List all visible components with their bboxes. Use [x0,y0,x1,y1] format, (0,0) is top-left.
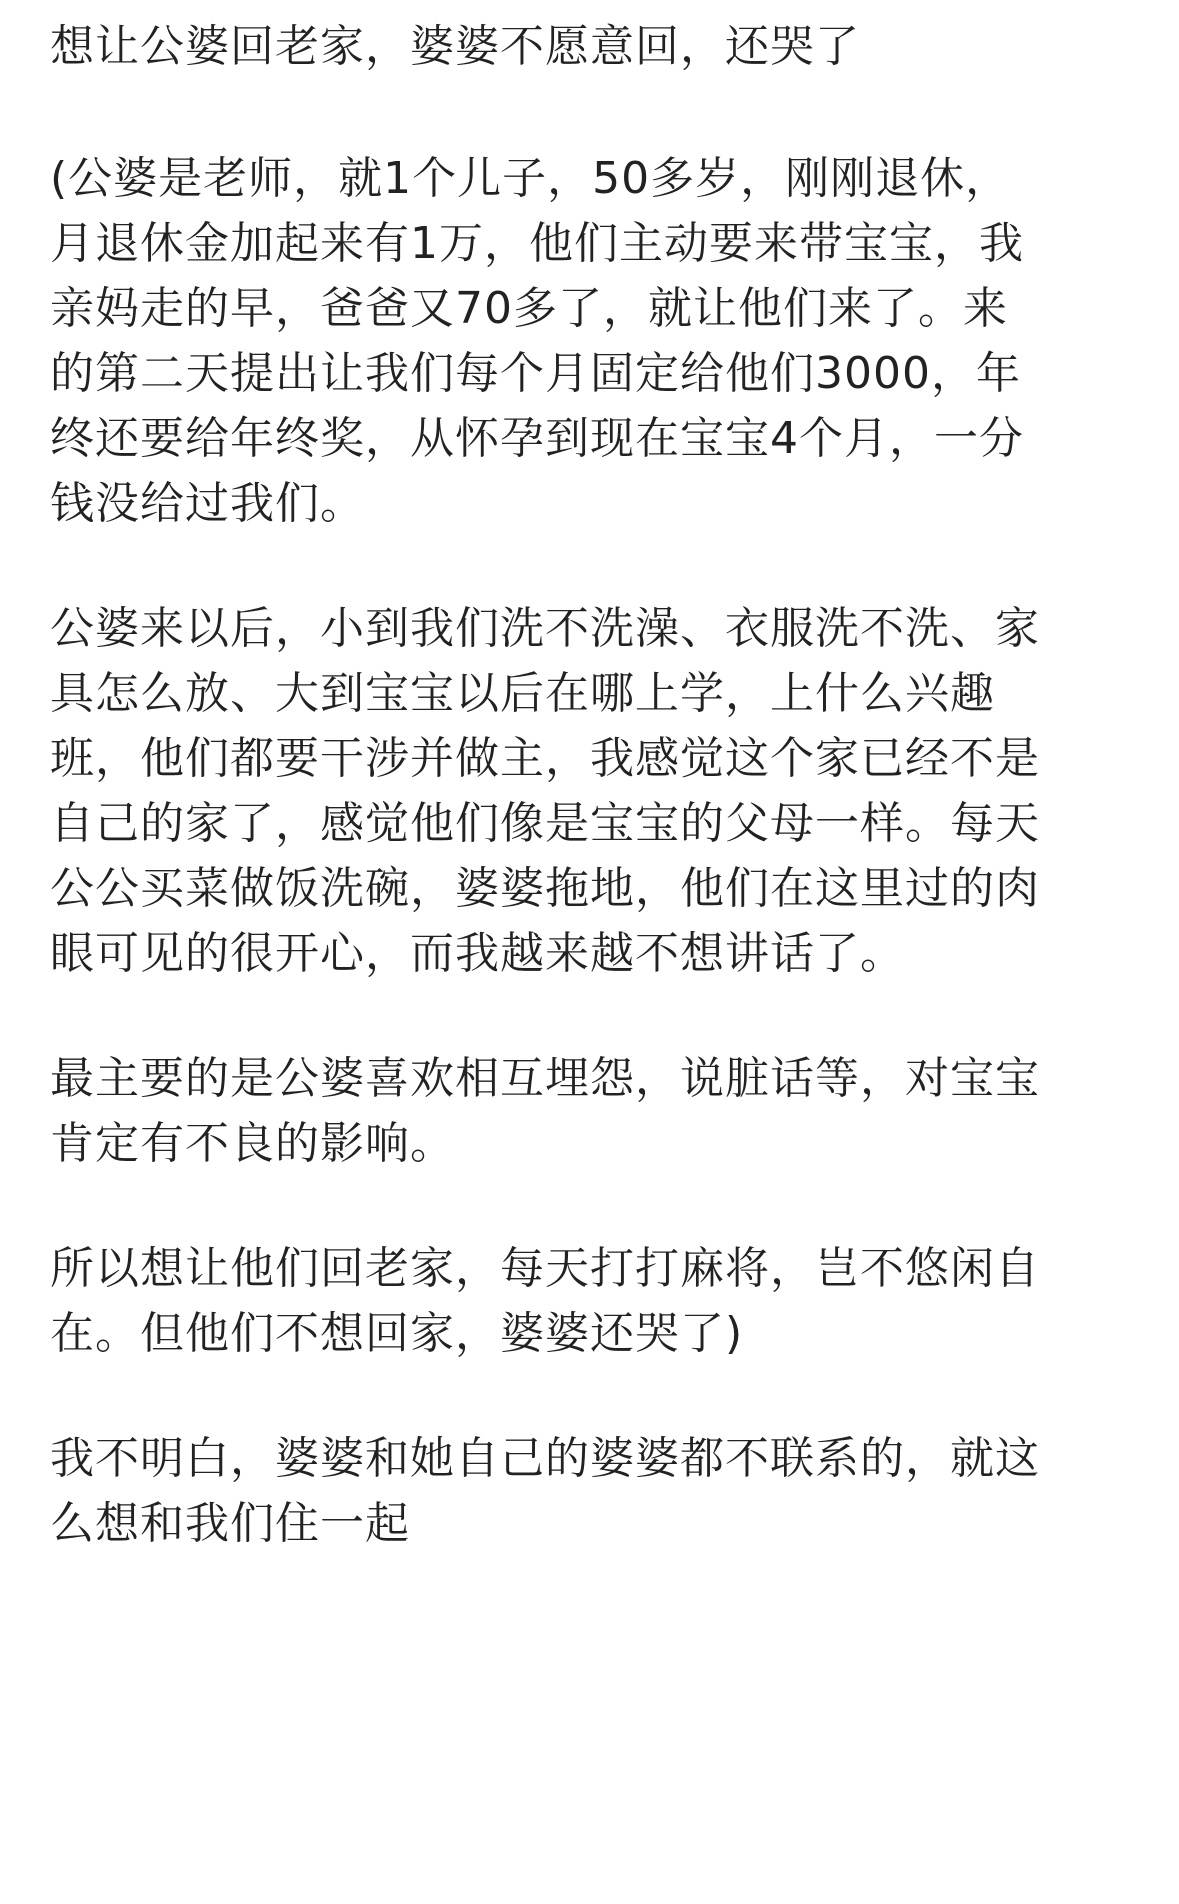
paragraph-2-line-1: 公婆来以后，小到我们洗不洗澡、衣服洗不洗、家 [50,603,1040,654]
post-title: 想让公婆回老家，婆婆不愿意回，还哭了 [50,21,860,72]
paragraph-3-line-2: 肯定有不良的影响。 [50,1118,455,1169]
paragraph-5-line-2: 么想和我们住一起 [50,1498,410,1549]
paragraph-4-line-1: 所以想让他们回老家，每天打打麻将，岂不悠闲自 [50,1243,1040,1294]
paragraph-2-line-5: 公公买菜做饭洗碗，婆婆拖地，他们在这里过的肉 [50,863,1040,914]
paragraph-2-line-3: 班，他们都要干涉并做主，我感觉这个家已经不是 [50,733,1040,784]
paragraph-5-line-1: 我不明白，婆婆和她自己的婆婆都不联系的，就这 [50,1433,1040,1484]
paragraph-1-line-3: 亲妈走的早，爸爸又70多了，就让他们来了。来 [50,283,1008,334]
paragraph-1-line-1: (公婆是老师，就1个儿子，50多岁，刚刚退休， [50,153,1011,204]
paragraph-4-line-2: 在。但他们不想回家，婆婆还哭了) [50,1308,744,1359]
paragraph-1-line-5: 终还要给年终奖，从怀孕到现在宝宝4个月，一分 [50,413,1024,464]
paragraph-1-line-6: 钱没给过我们。 [50,478,365,529]
paragraph-2-line-2: 具怎么放、大到宝宝以后在哪上学，上什么兴趣 [50,668,995,719]
paragraph-2-line-6: 眼可见的很开心，而我越来越不想讲话了。 [50,928,905,979]
paragraph-3-line-1: 最主要的是公婆喜欢相互埋怨，说脏话等，对宝宝 [50,1053,1040,1104]
paragraph-1-line-4: 的第二天提出让我们每个月固定给他们3000，年 [50,348,1021,399]
paragraph-1-line-2: 月退休金加起来有1万，他们主动要来带宝宝，我 [50,218,1024,269]
paragraph-2-line-4: 自己的家了，感觉他们像是宝宝的父母一样。每天 [50,798,1040,849]
